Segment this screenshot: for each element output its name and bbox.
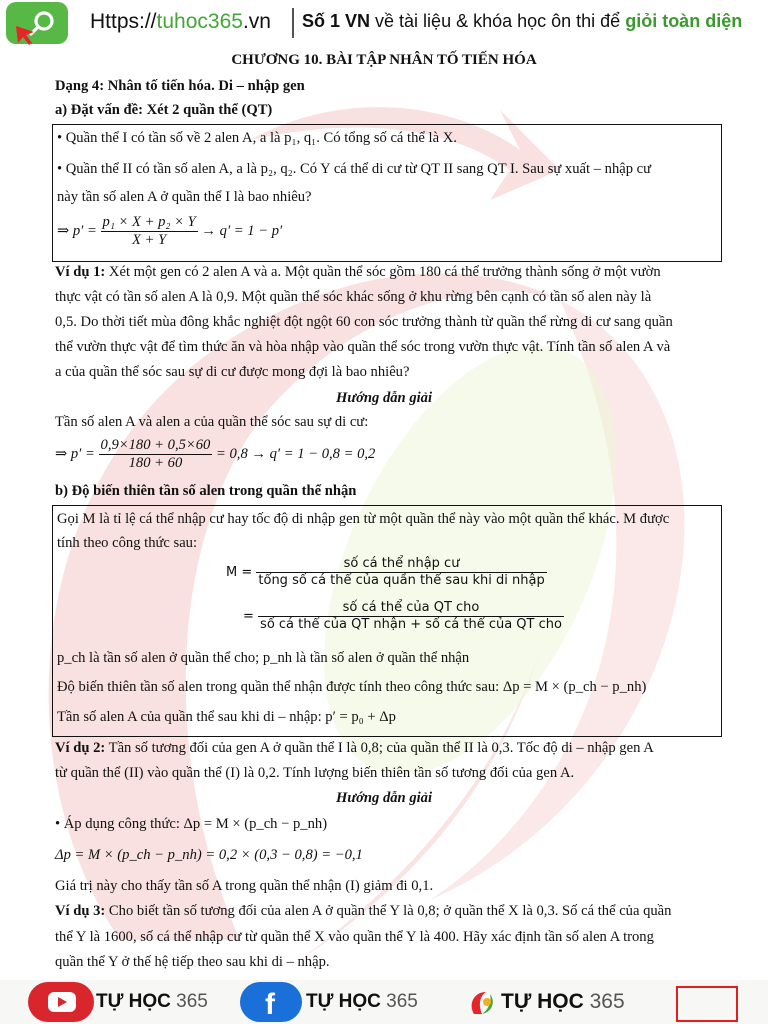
section-title: Dạng 4: Nhân tố tiến hóa. Di – nhập gen	[55, 78, 305, 94]
formula-a-numerator: p₁ × X + p₂ × Y	[102, 214, 196, 230]
example2-line1	[55, 739, 654, 757]
example1-line4: thể vườn thực vật để tìm thức ăn và hòa nhập vào quần thể sóc trong vườn thực vật. Tính tần số alen A và	[55, 339, 671, 355]
part-a-heading: a) Đặt vấn đề: Xét 2 quần thể (QT)	[55, 102, 273, 118]
site-footer	[0, 980, 768, 1024]
chapter-title: CHƯƠNG 10. BÀI TẬP NHÂN TỐ TIẾN HÓA	[231, 52, 537, 68]
example3-line3: quần thể Y ở thế hệ tiếp theo sau khi di – nhập.	[55, 954, 330, 970]
youtube-label[interactable]: TỰ HỌC 365	[96, 991, 208, 1012]
m-numerator-1: số cá thể nhập cư	[256, 556, 546, 573]
facebook-button[interactable]	[240, 982, 302, 1022]
m-denominator-2: số cá thể của QT nhận + số cá thể của QT cho	[260, 617, 562, 632]
example1-formula-prefix: ⇒ p′ =	[55, 445, 95, 462]
example2-label: Ví dụ 2:	[55, 740, 106, 756]
example2-guide-title: Hướng dẫn giải	[335, 790, 433, 806]
example1-label: Ví dụ 1:	[55, 264, 106, 280]
example1-formula-suffix: = 0,8 → q′ = 1 − 0,8 = 0,2	[216, 445, 376, 462]
cursor-arrow-icon	[12, 22, 38, 48]
after-migration-line: Tần số alen A của quần thể sau khi di – nhập: p′ = p₀ + Δp	[57, 709, 396, 725]
box-a-line3: này tần số alen A ở quần thể I là bao nhiêu?	[57, 189, 312, 205]
example1-line1	[55, 263, 661, 281]
example3-line1	[55, 902, 671, 920]
formula-a-denominator: X + Y	[132, 232, 167, 248]
example1-line5: a của quần thể sóc sau sự di cư được mong đợi là bao nhiêu?	[55, 364, 410, 380]
example1-line3: 0,5. Do thời tiết mùa đông khắc nghiệt đột ngột 60 con sóc trưởng thành từ quần thể rừng di cư sang quần	[55, 314, 673, 330]
example3-line2: thể Y là 1600, số cá thể nhập cư từ quần thể X vào quần thể Y là 400. Hãy xác định tần số alen A trong	[55, 929, 654, 945]
example1-line2: thực vật có tần số alen A là 0,9. Một quần thể sóc khác sống ở khu rừng bên cạnh có tần số alen này là	[55, 289, 652, 305]
example2-result-line: Giá trị này cho thấy tần số A trong quần thể nhận (I) giảm đi 0,1.	[55, 878, 434, 894]
example2-line2: từ quần thể (II) vào quần thể (I) là 0,2. Tính lượng biến thiên tần số tương đối của gen A.	[55, 765, 575, 781]
example1-guide-title: Hướng dẫn giải	[335, 390, 433, 406]
facebook-icon	[240, 982, 302, 1022]
example1-guide-line: Tần số alen A và alen a của quần thể sóc sau sự di cư:	[55, 414, 369, 430]
m-numerator-2: số cá thể của QT cho	[258, 600, 564, 617]
site-header	[0, 0, 768, 46]
delta-formula-line: Độ biến thiên tần số alen trong quần thể nhận được tính theo công thức sau: Δp = M × (p_ch − p_nh)	[57, 679, 647, 695]
box-b-line2: tính theo công thức sau:	[57, 535, 198, 551]
example2-calc-line: Δp = M × (p_ch − p_nh) = 0,2 × (0,3 − 0,8) = −0,1	[55, 847, 363, 863]
example3-text1: Cho biết tần số tương đối của alen A ở quần thể Y là 0,8; ở quần thể X là 0,3. Số cá thể của quần	[105, 903, 672, 919]
example1-text1: Xét một gen có 2 alen A và a. Một quần thể sóc gồm 180 cá thể trưởng thành sống ở một vườn	[105, 264, 661, 280]
youtube-icon	[28, 982, 94, 1022]
box-a-line1: • Quần thể I có tần số về 2 alen A, a là p₁, q₁. Có tổng số cá thể là X.	[57, 130, 457, 146]
example2-text1: Tần số tương đối của gen A ở quần thể I là 0,8; của quần thể II là 0,3. Tốc độ di – nhập gen A	[105, 740, 654, 756]
m-denominator-1: tổng số cá thể của quần thể sau khi di nhập	[258, 573, 545, 588]
part-b-heading: b) Độ biến thiên tần số alen trong quần thể nhận	[55, 483, 357, 499]
brand-label[interactable]: TỰ HỌC 365	[501, 990, 625, 1013]
site-url[interactable]: Https://tuhoc365.vn	[90, 10, 271, 33]
page-number-box	[676, 986, 738, 1022]
site-tagline: Số 1 VN về tài liệu & khóa học ôn thi để giỏi toàn diện	[302, 11, 743, 31]
m-label: M =	[226, 565, 253, 580]
formula-a-prefix: ⇒ p′ =	[57, 222, 97, 239]
formula-a-suffix: → q′ = 1 − p′	[201, 222, 283, 239]
example2-apply-line: • Áp dụng công thức: Δp = M × (p_ch − p_nh)	[55, 816, 328, 832]
brand-logo-icon	[468, 988, 498, 1018]
box-b-line1: Gọi M là tỉ lệ cá thể nhập cư hay tốc độ di nhập gen từ một quần thể này vào một quần thể khác. M được	[57, 511, 670, 527]
example1-formula	[55, 437, 375, 472]
m-equals: =	[243, 609, 254, 624]
definition-line: p_ch là tần số alen ở quần thể cho; p_nh là tần số alen ở quần thể nhận	[57, 650, 470, 666]
facebook-label[interactable]: TỰ HỌC 365	[306, 991, 418, 1012]
youtube-button[interactable]	[28, 982, 94, 1022]
header-divider	[292, 8, 294, 38]
formula-a	[57, 214, 282, 249]
example3-label: Ví dụ 3:	[55, 903, 106, 919]
m-formula-2	[243, 600, 564, 633]
svg-text:f: f	[265, 988, 275, 1021]
example1-formula-denominator: 180 + 60	[128, 455, 183, 471]
m-formula-1	[226, 556, 547, 589]
example1-formula-numerator: 0,9×180 + 0,5×60	[100, 437, 211, 453]
box-a-line2: • Quần thể II có tần số alen A, a là p₂, q₂. Có Y cá thể di cư từ QT II sang QT I. Sau sự xuất – nhập cư	[57, 161, 652, 177]
